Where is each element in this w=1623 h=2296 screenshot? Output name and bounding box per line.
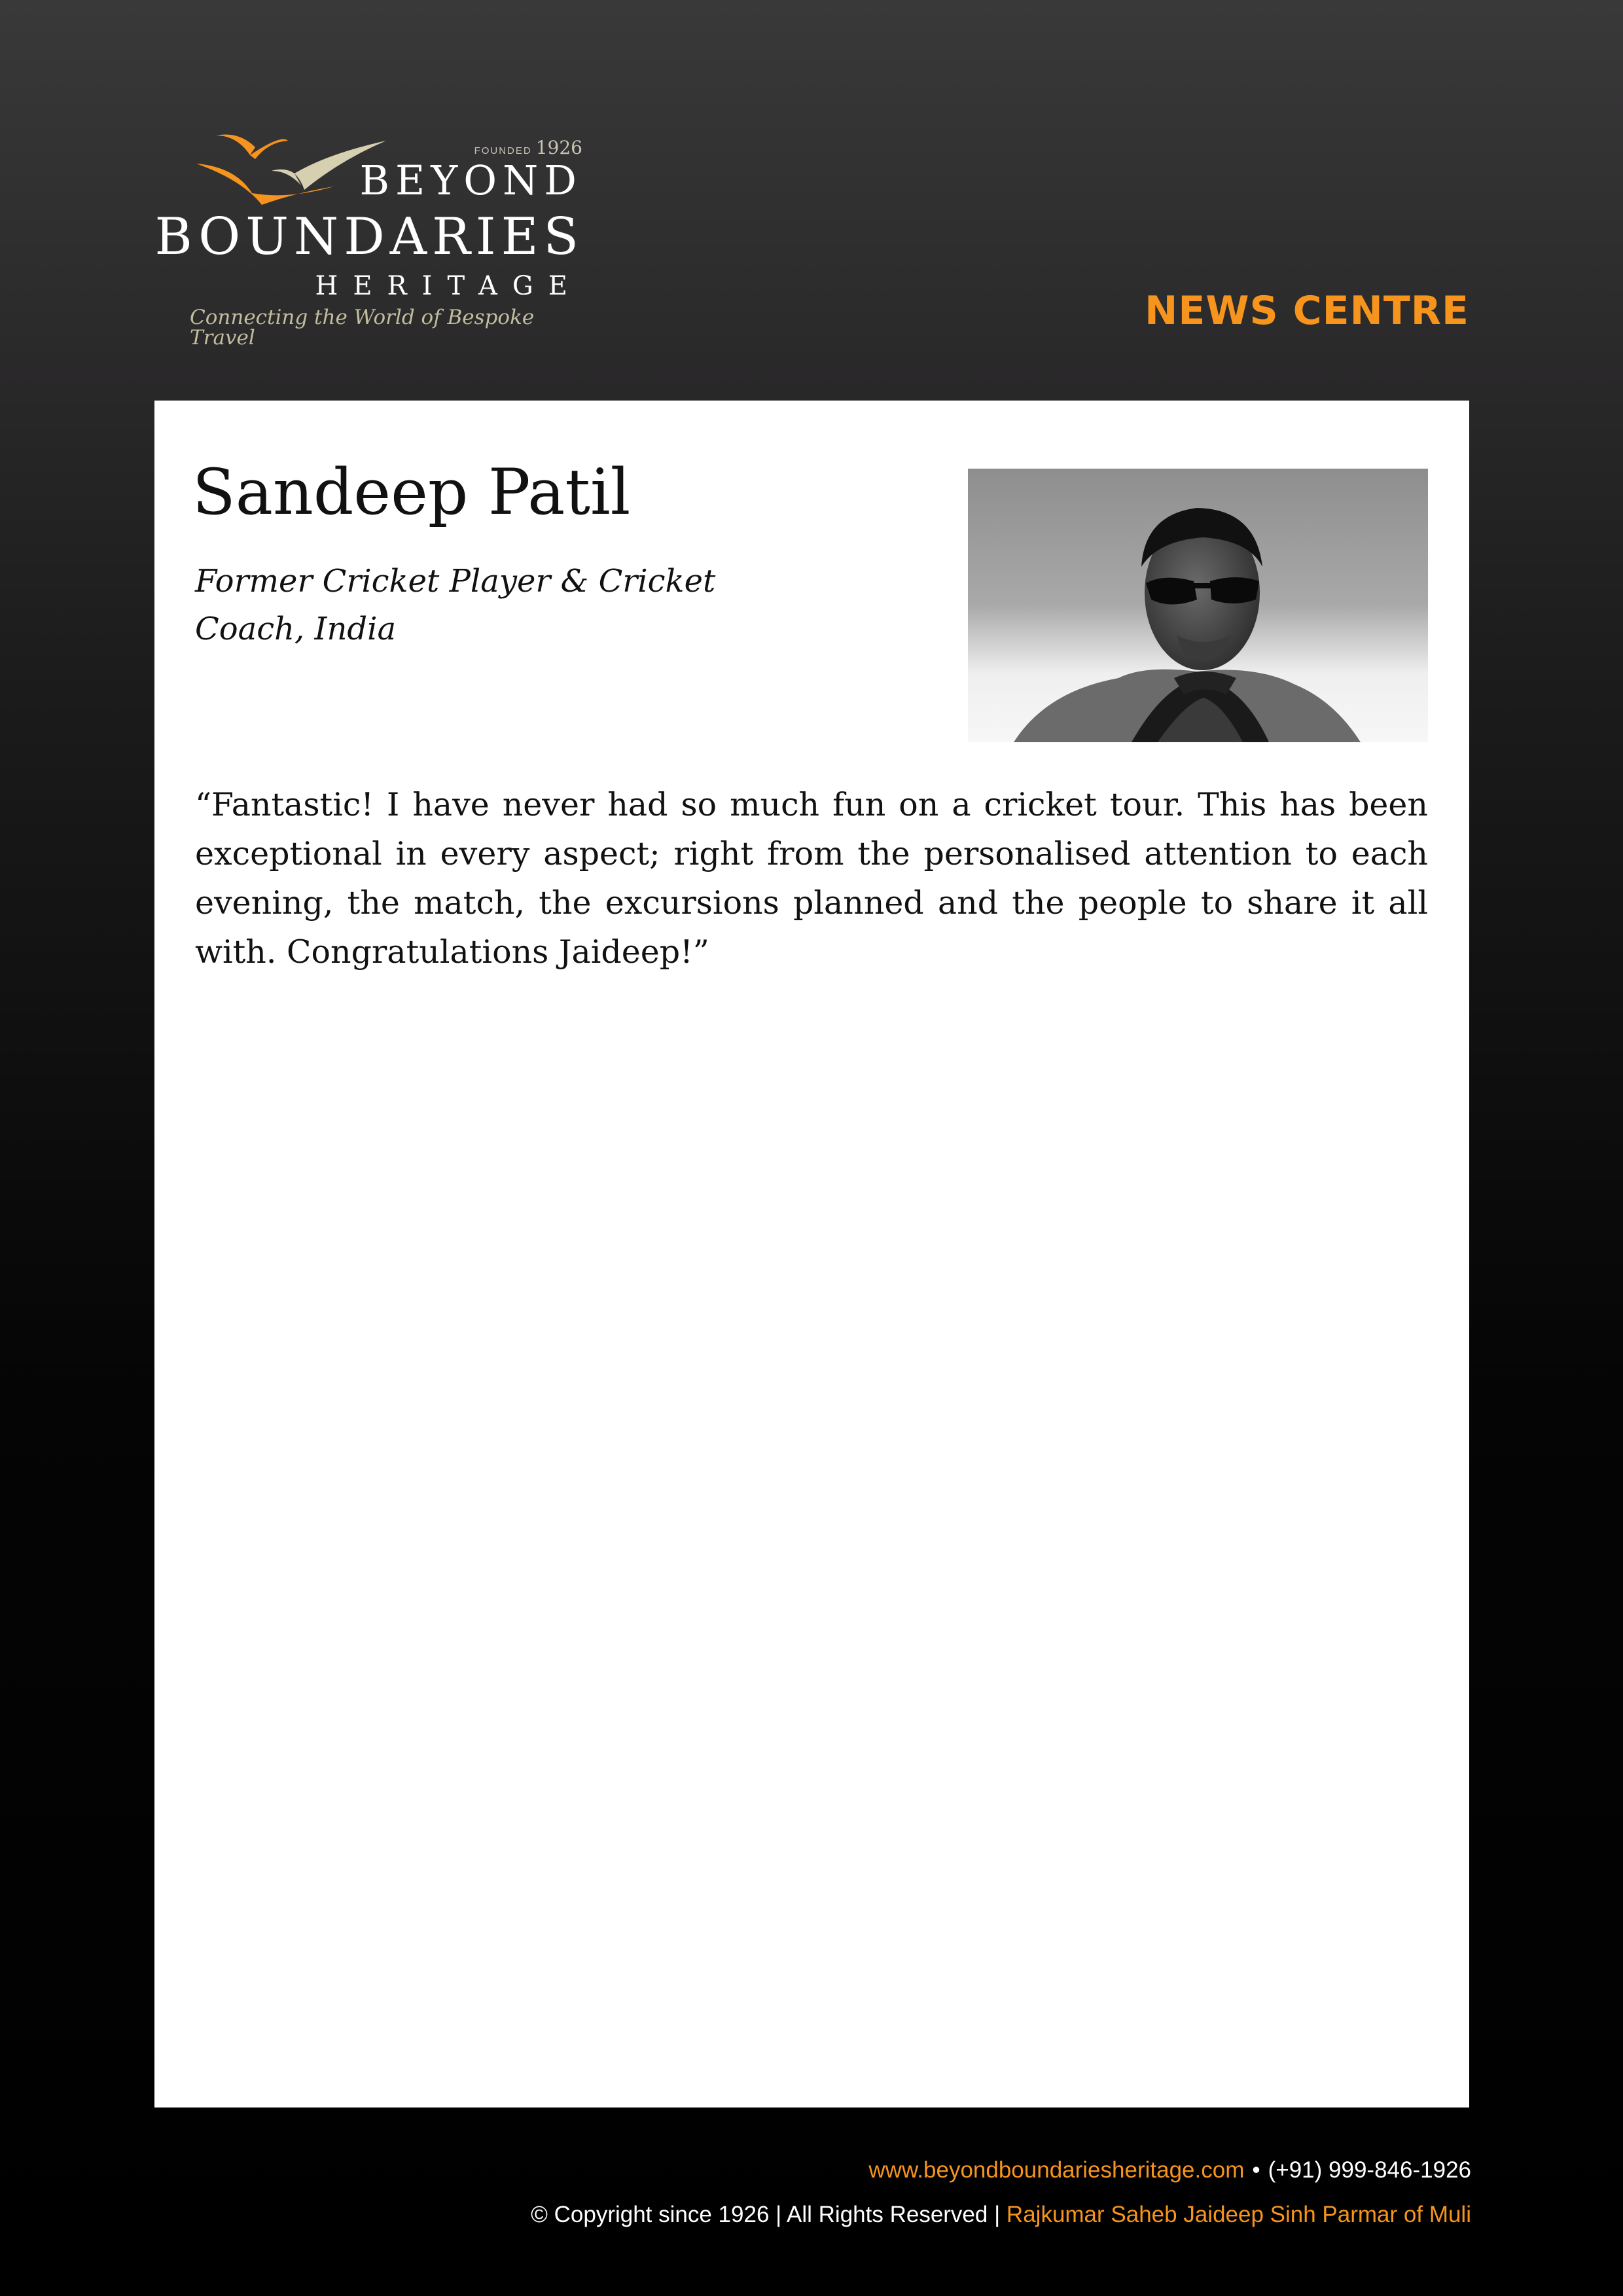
- portrait-photo: [968, 469, 1428, 742]
- footer-copyright: [531, 2203, 1471, 2226]
- logo-tagline: Connecting the World of Bespoke Travel: [190, 306, 535, 350]
- website-link[interactable]: www.beyondboundariesheritage.com: [868, 2157, 1245, 2183]
- footer-bullet: •: [1252, 2157, 1260, 2183]
- person-name: Sandeep Patil: [192, 456, 631, 529]
- logo-word-beyond: BEYOND: [359, 156, 582, 204]
- portrait-photo-icon: [968, 469, 1428, 742]
- testimonial-quote: “Fantastic! I have never had so much fun on a cricket tour. This has been exceptional in every aspect; right from the personalised attention to each evening, the match, the excursions planned and the people to share it all with. Congratulations Jaideep!”: [195, 786, 1428, 971]
- logo-word-boundaries: BOUNDARIES: [154, 207, 584, 266]
- section-title: NEWS CENTRE: [1145, 288, 1469, 334]
- brand-logo: [154, 128, 596, 350]
- founded-year: 1926: [535, 137, 582, 158]
- footer-contact: [868, 2159, 1471, 2181]
- phone-number[interactable]: (+91) 999-846-1926: [1268, 2157, 1471, 2183]
- copyright-text: © Copyright since 1926 | All Rights Reserved |: [531, 2202, 1001, 2227]
- person-role: Former Cricket Player & Cricket Coach, India: [195, 563, 716, 647]
- logo-word-heritage: HERITAGE: [315, 271, 582, 301]
- owner-name: Rajkumar Saheb Jaideep Sinh Parmar of Muli: [1006, 2202, 1471, 2227]
- testimonial-card: [154, 401, 1469, 2108]
- founded-label: FOUNDED 1926: [474, 137, 582, 158]
